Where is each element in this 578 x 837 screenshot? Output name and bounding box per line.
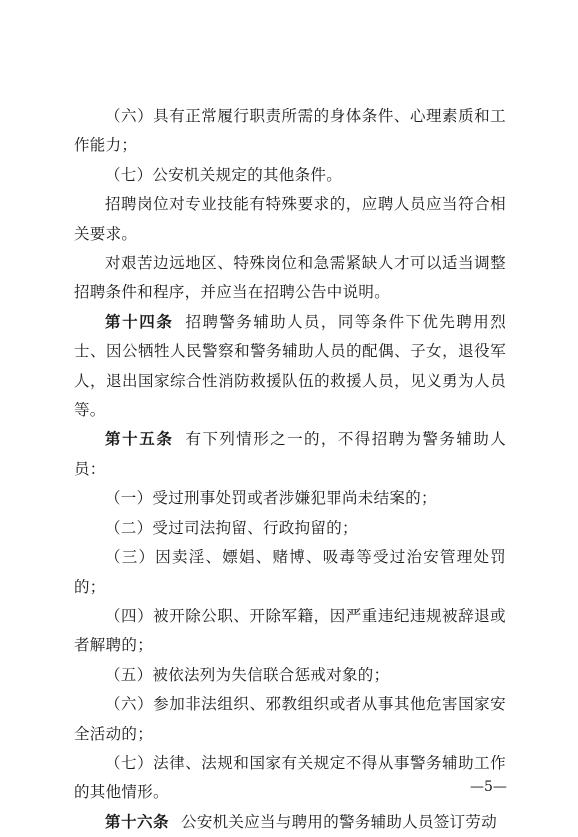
paragraph-text: （六）具有正常履行职责所需的身体条件、心理素质和工作能力； [74, 107, 506, 155]
paragraph-text: （三）因卖淫、嫖娼、赌博、吸毒等受过治安管理处罚的； [74, 548, 506, 596]
paragraph-text: 对艰苦边远地区、特殊岗位和急需紧缺人才可以适当调整招聘条件和程序，并应当在招聘公告中说明。 [74, 254, 506, 302]
paragraph [74, 161, 506, 190]
paragraph [74, 690, 506, 749]
article-heading: 第十五条 [105, 430, 174, 449]
paragraph [74, 514, 506, 543]
article-paragraph [74, 808, 506, 837]
paragraph-text: 公安机关应当与聘用的警务辅助人员签订劳动 [181, 812, 498, 831]
paragraph [74, 484, 506, 513]
article-paragraph [74, 425, 506, 484]
article-paragraph [74, 308, 506, 426]
article-heading: 第十六条 [105, 812, 170, 831]
page-number: —5— [470, 779, 507, 795]
paragraph-text: （七）公安机关规定的其他条件。 [105, 165, 343, 184]
paragraph-text: （五）被依法列为失信联合惩戒对象的； [105, 665, 390, 684]
paragraph-text: （一）受过刑事处罚或者涉嫌犯罪尚未结案的； [105, 489, 437, 508]
paragraph [74, 602, 506, 661]
paragraph [74, 543, 506, 602]
paragraph [74, 249, 506, 308]
paragraph [74, 190, 506, 249]
document-body [74, 102, 506, 837]
paragraph [74, 661, 506, 690]
paragraph [74, 102, 506, 161]
paragraph-text: （二）受过司法拘留、行政拘留的； [105, 518, 358, 537]
paragraph [74, 749, 506, 808]
paragraph-text: 招聘警务辅助人员，同等条件下优先聘用烈士、因公牺牲人民警察和警务辅助人员的配偶、子女，退役军人，退出国家综合性消防救援队伍的救援人员，见义勇为人员等。 [74, 312, 506, 420]
paragraph-text: （六）参加非法组织、邪教组织或者从事其他危害国家安全活动的； [74, 695, 506, 743]
article-heading: 第十四条 [105, 312, 174, 331]
paragraph-text: （四）被开除公职、开除军籍，因严重违纪违规被辞退或者解聘的； [74, 606, 506, 655]
paragraph-text: 招聘岗位对专业技能有特殊要求的，应聘人员应当符合相关要求。 [74, 195, 506, 243]
paragraph-text: 有下列情形之一的，不得招聘为警务辅助人员： [74, 430, 506, 478]
paragraph-text: （七）法律、法规和国家有关规定不得从事警务辅助工作的其他情形。 [74, 753, 506, 802]
